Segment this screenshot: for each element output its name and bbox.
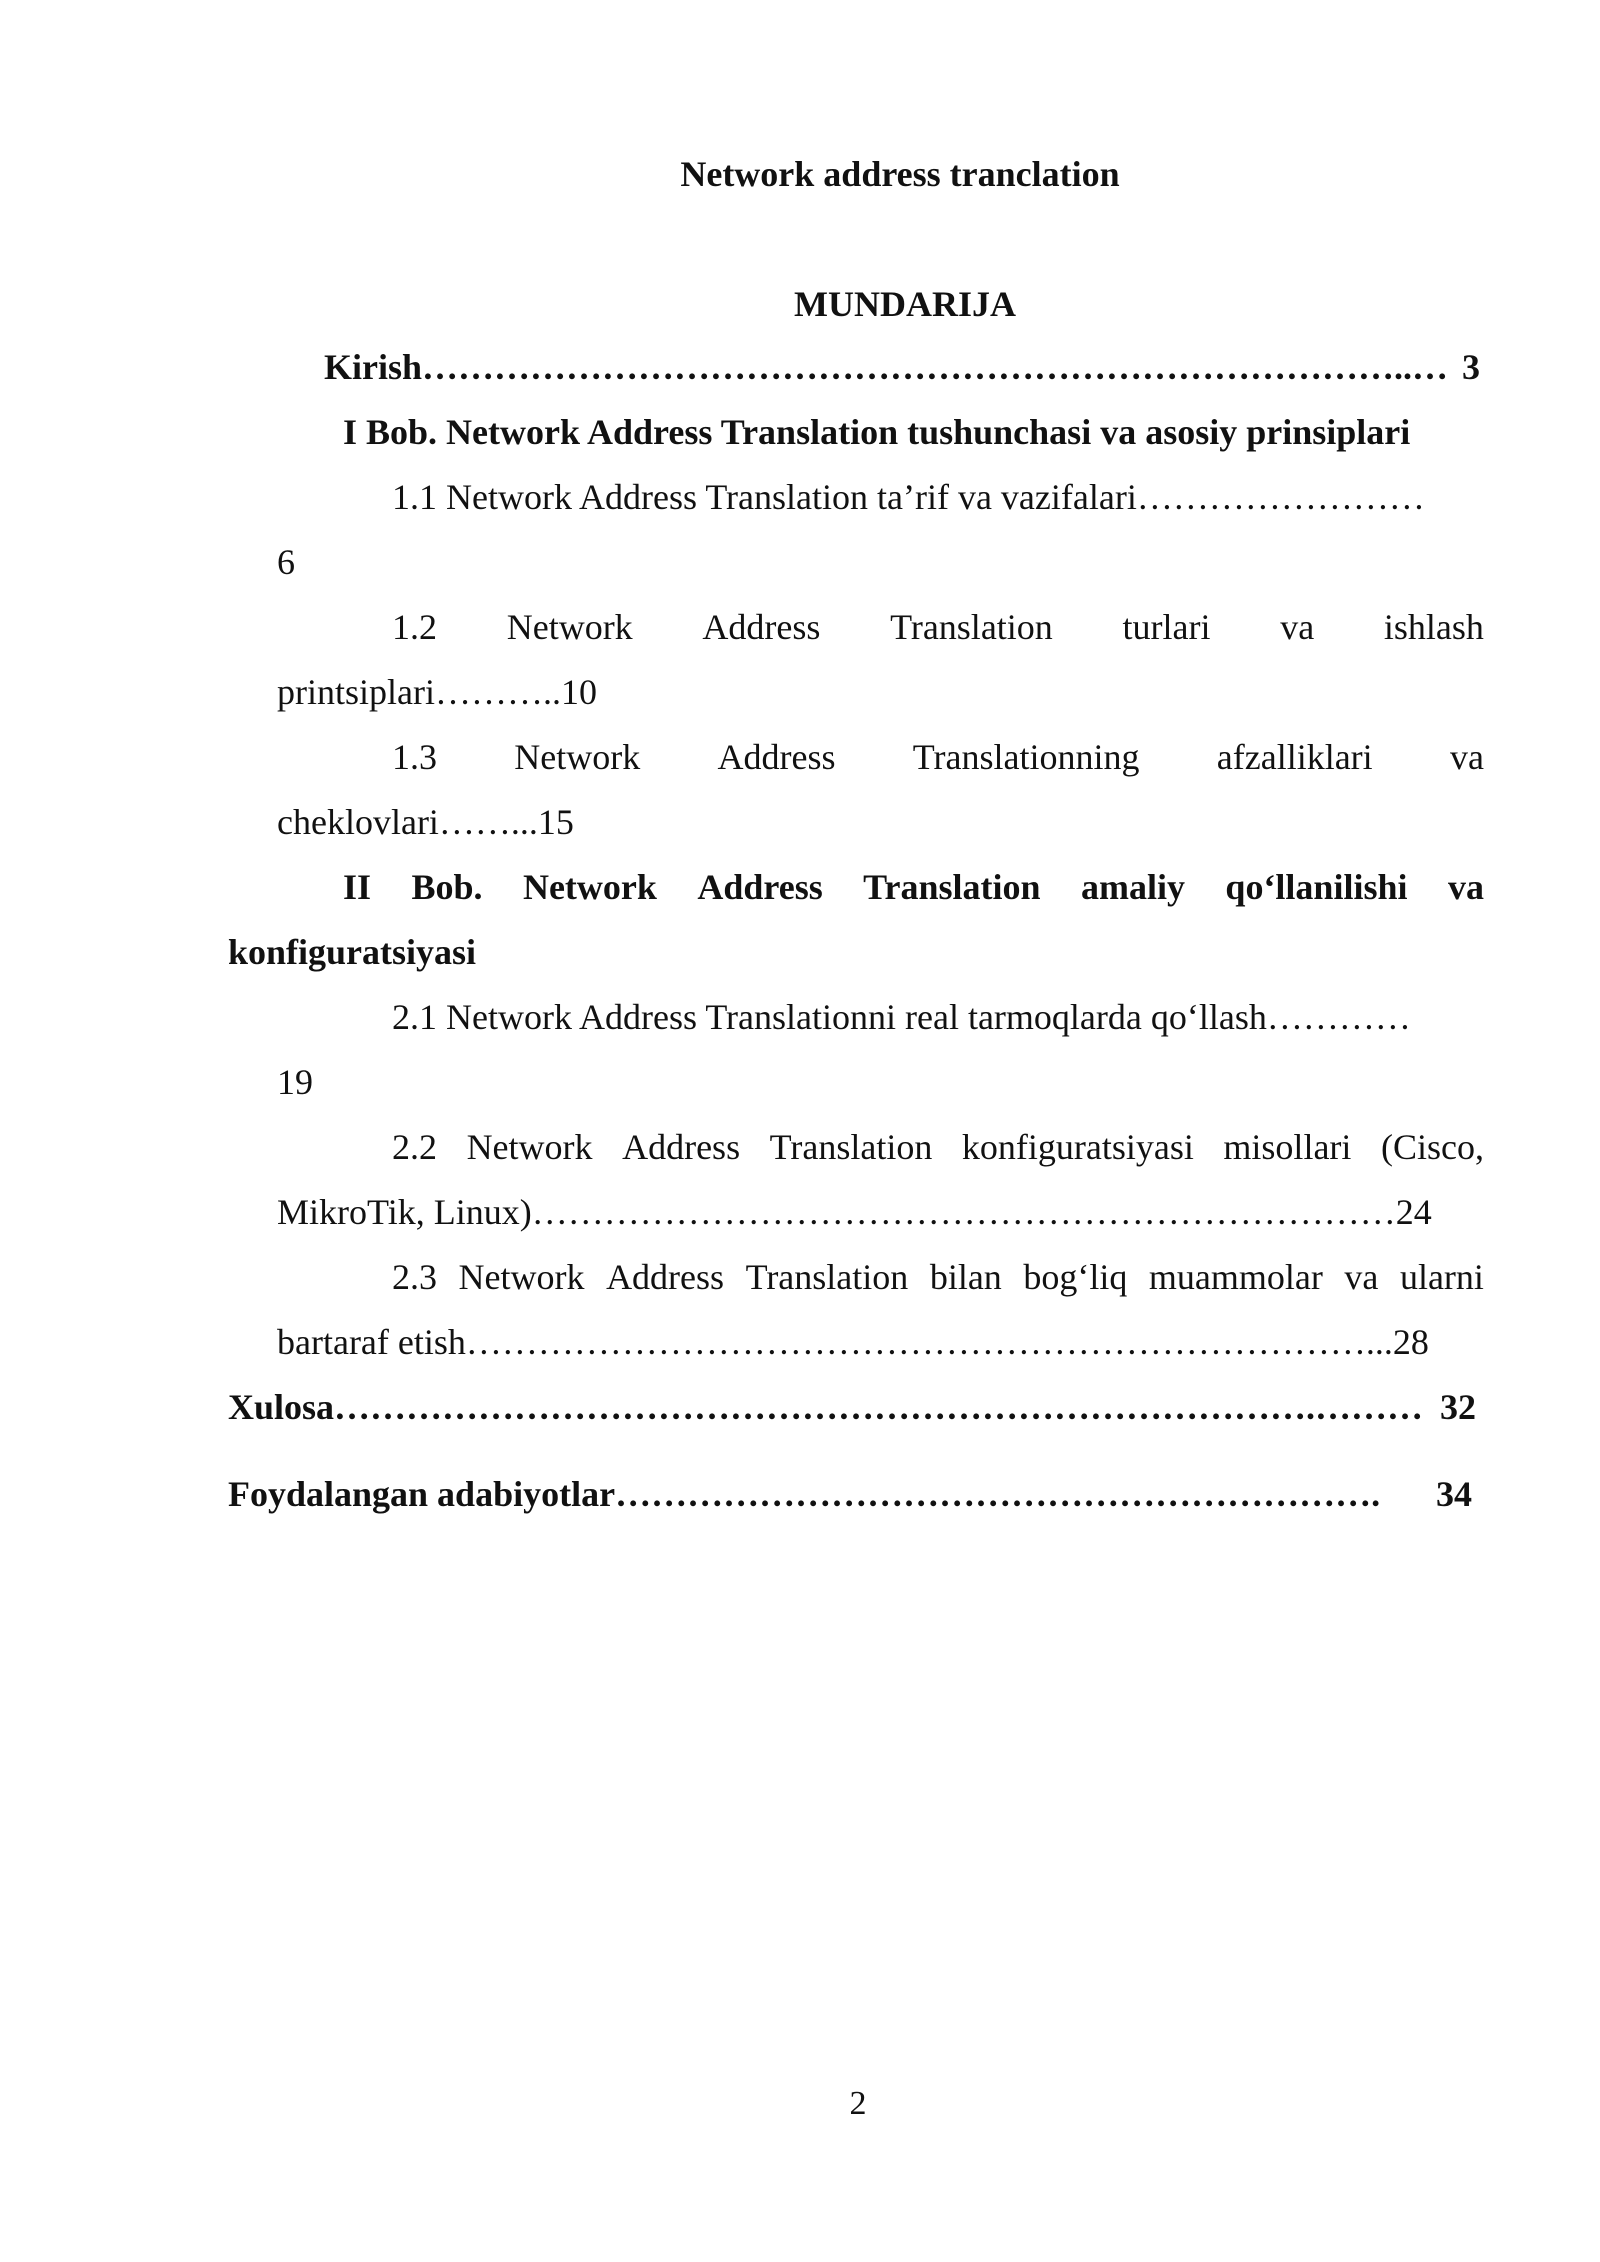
- toc-word: Bob.: [411, 867, 483, 907]
- toc-section-2-3[interactable]: [392, 1255, 1484, 1299]
- toc-word: Translation: [745, 1257, 909, 1297]
- toc-word: 2.3: [392, 1257, 437, 1297]
- toc-word: muammolar: [1148, 1257, 1323, 1297]
- toc-word: turlari: [1122, 607, 1211, 647]
- document-title: Network address tranclation: [680, 154, 1120, 194]
- toc-word: va: [1280, 607, 1315, 647]
- toc-word: bilan: [929, 1257, 1002, 1297]
- toc-section-2-1[interactable]: 2.1 Network Address Translationni real tarmoqlarda qo‘llash…………: [392, 997, 1411, 1037]
- toc-leader-dots: ……………………………………………………….: [615, 1474, 1381, 1514]
- toc-entry-label: Xulosa: [228, 1387, 335, 1427]
- toc-entry-conclusion[interactable]: [228, 1385, 1476, 1429]
- toc-page-number: 32: [1440, 1387, 1476, 1427]
- toc-word: Translation: [890, 607, 1053, 647]
- toc-word: bog‘liq: [1023, 1257, 1128, 1297]
- toc-word: 2.2: [392, 1127, 437, 1167]
- toc-page-number: 34: [1436, 1474, 1472, 1514]
- toc-word: va: [1449, 737, 1484, 777]
- toc-entry-intro[interactable]: [324, 345, 1480, 389]
- toc-section-1-1[interactable]: 1.1 Network Address Translation ta’rif va vazifalari……………………: [392, 477, 1425, 517]
- toc-word: Translation: [863, 867, 1041, 907]
- toc-word: Network: [466, 1127, 593, 1167]
- toc-word: va: [1344, 1257, 1379, 1297]
- toc-word: Address: [622, 1127, 741, 1167]
- toc-word: Network: [522, 867, 657, 907]
- toc-chapter-1[interactable]: I Bob. Network Address Translation tushunchasi va asosiy prinsiplari: [343, 412, 1411, 452]
- toc-word: ularni: [1399, 1257, 1484, 1297]
- toc-section-1-3-cont: cheklovlari……...15: [277, 802, 574, 842]
- toc-section-1-2[interactable]: [392, 605, 1484, 649]
- toc-chapter-2[interactable]: [343, 865, 1484, 909]
- toc-word: Address: [717, 737, 836, 777]
- toc-word: ishlash: [1383, 607, 1484, 647]
- toc-word: II: [343, 867, 372, 907]
- toc-word: Address: [697, 867, 823, 907]
- toc-word: afzalliklari: [1216, 737, 1373, 777]
- toc-leader-dots: ………………………………………………………………………..…: [422, 347, 1449, 387]
- toc-word: Translationning: [912, 737, 1140, 777]
- toc-word: Address: [606, 1257, 725, 1297]
- toc-heading: MUNDARIJA: [794, 284, 1016, 324]
- toc-word: konfiguratsiyasi: [961, 1127, 1194, 1167]
- toc-leader-dots: ……………………………………………………………………….………: [334, 1387, 1424, 1427]
- toc-word: Network: [506, 607, 633, 647]
- toc-word: misollari: [1223, 1127, 1352, 1167]
- toc-word: 1.2: [392, 607, 437, 647]
- toc-section-1-1-page: 6: [277, 542, 295, 582]
- toc-word: Network: [514, 737, 641, 777]
- toc-word: (Cisco,: [1380, 1127, 1484, 1167]
- toc-entry-references[interactable]: [228, 1472, 1472, 1516]
- toc-section-2-1-page: 19: [277, 1062, 313, 1102]
- toc-word: Address: [702, 607, 821, 647]
- toc-word: va: [1447, 867, 1484, 907]
- page-number: 2: [849, 2085, 867, 2122]
- toc-section-2-2[interactable]: [392, 1125, 1484, 1169]
- toc-entry-label: Foydalangan adabiyotlar: [228, 1474, 616, 1514]
- toc-word: Network: [458, 1257, 585, 1297]
- toc-word: Translation: [769, 1127, 933, 1167]
- toc-word: amaliy: [1080, 867, 1185, 907]
- toc-chapter-2-cont: konfiguratsiyasi: [228, 932, 477, 972]
- toc-page-number: 3: [1462, 347, 1480, 387]
- toc-section-1-2-cont: printsiplari………..10: [277, 672, 597, 712]
- toc-entry-label: Kirish: [324, 347, 423, 387]
- toc-word: qo‘llanilishi: [1225, 867, 1408, 907]
- toc-section-2-3-cont: bartaraf etish…………………………………………………………………...28: [277, 1322, 1429, 1362]
- toc-section-1-3[interactable]: [392, 735, 1484, 779]
- toc-word: 1.3: [392, 737, 437, 777]
- toc-section-2-2-cont: MikroTik, Linux)………………………………………………………………24: [277, 1192, 1432, 1232]
